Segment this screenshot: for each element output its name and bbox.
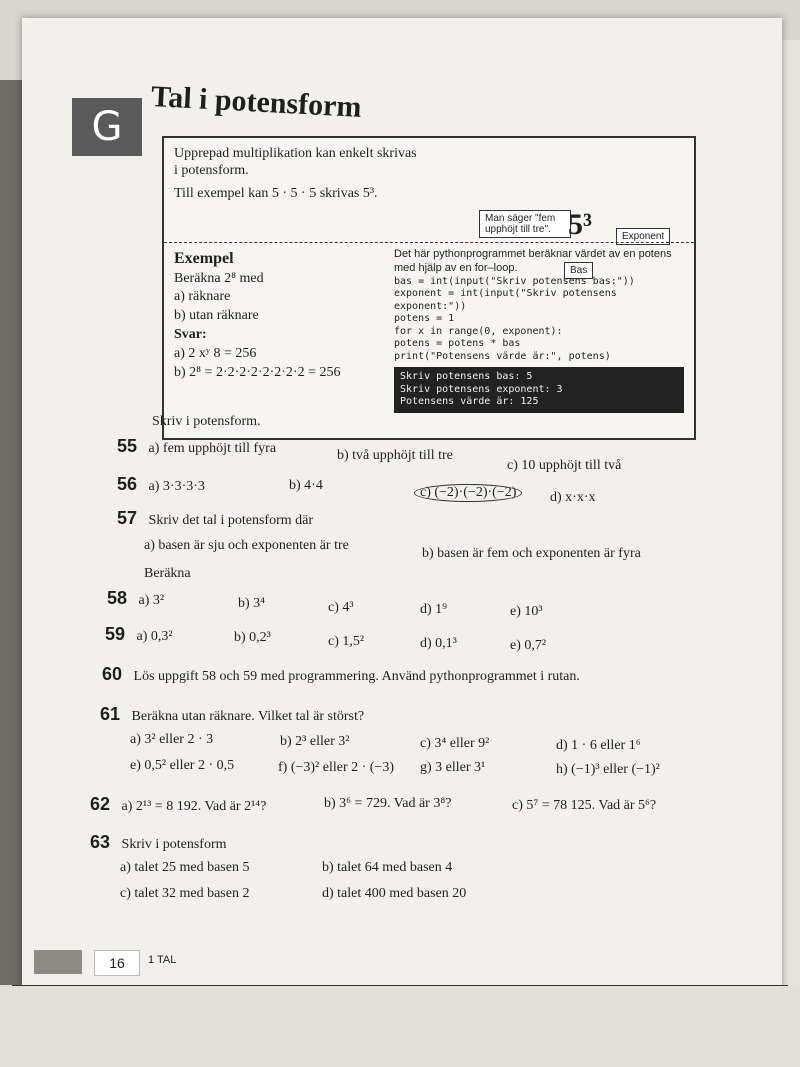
theory-box	[162, 136, 696, 440]
q63-text: Skriv i potensform	[121, 837, 227, 852]
question-number: 63	[90, 832, 111, 852]
example-a: a) räknare	[174, 289, 231, 305]
q56-b: b) 4·4	[289, 478, 323, 493]
python-description: Det här pythonprogrammet beräknar värdet av en potens med hjälp av en for–loop.	[394, 248, 672, 274]
console-line: Potensens värde är: 125	[400, 396, 539, 407]
bottom-sheet	[0, 985, 800, 1067]
answer-a: a) 2 xʸ 8 = 256	[174, 346, 257, 362]
question-63	[90, 832, 227, 853]
answer-heading: Svar:	[174, 327, 207, 343]
q60-text: Lös uppgift 58 och 59 med programmering. Använd pythonprogrammet i rutan.	[133, 669, 580, 684]
q58-c: c) 4³	[328, 600, 354, 615]
python-example	[394, 248, 684, 413]
q57-b: b) basen är fem och exponenten är fyra	[422, 546, 641, 561]
question-61	[100, 704, 364, 725]
base-callout: Bas	[564, 262, 593, 279]
q59-e: e) 0,7²	[510, 638, 547, 653]
q59-b: b) 0,2³	[234, 630, 271, 645]
question-number: 60	[102, 664, 123, 684]
console-line: Skriv potensens exponent: 3	[400, 383, 563, 395]
example-task: Beräkna 2⁸ med	[174, 270, 264, 286]
q61-a: a) 3² eller 2 · 3	[130, 732, 214, 747]
q57-a: a) basen är sju och exponenten är tre	[144, 538, 349, 553]
q63-b: b) talet 64 med basen 4	[322, 860, 453, 875]
question-number: 61	[100, 704, 121, 724]
q61-f: f) (−3)² eller 2 · (−3)	[278, 760, 394, 775]
q55-a: a) fem upphöjt till fyra	[148, 441, 277, 456]
textbook-page	[22, 18, 782, 1008]
q62-c: c) 5⁷ = 78 125. Vad är 5⁶?	[512, 798, 657, 813]
q55-c: c) 10 upphöjt till två	[507, 458, 622, 473]
q56-a: a) 3·3·3·3	[148, 479, 205, 494]
question-60	[102, 664, 580, 685]
section-heading-skriv: Skriv i potensform.	[152, 414, 261, 429]
q63-d: d) talet 400 med basen 20	[322, 886, 467, 901]
q59-c: c) 1,5²	[328, 634, 365, 649]
example-heading: Exempel	[174, 250, 234, 267]
example-b: b) utan räknare	[174, 308, 259, 324]
console-line: Skriv potensens bas: 5	[400, 371, 533, 382]
intro-line-2: i potensform.	[174, 162, 249, 178]
exponent-callout: Exponent	[616, 228, 670, 245]
question-62	[90, 794, 266, 815]
q59-a: a) 0,3²	[136, 629, 173, 644]
q62-a: a) 2¹³ = 8 192. Vad är 2¹⁴?	[121, 799, 267, 814]
footer-bar	[34, 950, 82, 974]
question-59	[105, 624, 173, 645]
question-number: 55	[117, 436, 138, 456]
q61-e: e) 0,5² eller 2 · 0,5	[130, 758, 235, 773]
q55-b: b) två upphöjt till tre	[337, 448, 453, 463]
example-divider	[164, 242, 694, 243]
code-line: potens = potens * bas	[394, 338, 521, 349]
q56-c	[414, 484, 522, 502]
bottom-line	[12, 985, 788, 986]
section-marker: G	[72, 98, 142, 156]
code-line: for x in range(0, exponent):	[394, 325, 563, 337]
code-line: potens = 1	[394, 313, 455, 324]
speech-callout: Man säger "fem upphöjt till tre".	[479, 210, 571, 238]
q61-h: h) (−1)³ eller (−1)²	[556, 762, 660, 777]
question-number: 58	[107, 588, 128, 608]
question-number: 62	[90, 794, 111, 814]
q62-b: b) 3⁶ = 729. Vad är 3⁸?	[324, 796, 452, 811]
page-number: 16	[94, 950, 140, 976]
q58-d: d) 1⁹	[420, 602, 448, 617]
q63-c: c) talet 32 med basen 2	[120, 886, 250, 901]
question-56	[117, 474, 205, 495]
code-line: exponent = int(input("Skriv potensens exponent:"))	[394, 288, 617, 312]
intro-line-1: Upprepad multiplikation kan enkelt skrivas	[174, 146, 417, 161]
question-57	[117, 508, 313, 529]
q58-e: e) 10³	[510, 604, 543, 619]
code-line: bas = int(input("Skriv potensens bas:"))	[394, 275, 635, 287]
question-number: 57	[117, 508, 138, 528]
page-title: Tal i potensform	[150, 80, 363, 124]
q58-b: b) 3⁴	[238, 596, 266, 611]
chapter-label: 1 TAL	[148, 954, 177, 966]
code-line: print("Potensens värde är:", potens)	[394, 350, 611, 362]
answer-b: b) 2⁸ = 2·2·2·2·2·2·2·2 = 256	[174, 365, 341, 381]
section-heading-berakna: Beräkna	[144, 566, 191, 581]
question-55	[117, 436, 276, 457]
q61-d: d) 1 · 6 eller 1⁶	[556, 738, 641, 753]
q61-b: b) 2³ eller 3²	[280, 734, 350, 749]
q63-a: a) talet 25 med basen 5	[120, 860, 250, 875]
q58-a: a) 3²	[138, 593, 165, 608]
example-left	[174, 248, 379, 383]
question-number: 56	[117, 474, 138, 494]
question-58	[107, 588, 164, 609]
q57-text: Skriv det tal i potensform där	[148, 513, 313, 528]
q61-c: c) 3⁴ eller 9²	[420, 736, 490, 751]
q61-g: g) 3 eller 3¹	[420, 760, 486, 775]
q59-d: d) 0,1³	[420, 636, 457, 651]
intro-text	[174, 146, 674, 202]
q56-d: d) x·x·x	[550, 490, 596, 505]
q56-c-circled: c) (−2)·(−2)·(−2)	[414, 484, 522, 502]
question-number: 59	[105, 624, 126, 644]
console-output	[394, 367, 684, 413]
intro-line-3: Till exempel kan 5 · 5 · 5 skrivas 5³.	[174, 185, 378, 201]
power-display: 5³	[568, 208, 592, 241]
q61-text: Beräkna utan räknare. Vilket tal är störst?	[131, 709, 365, 724]
